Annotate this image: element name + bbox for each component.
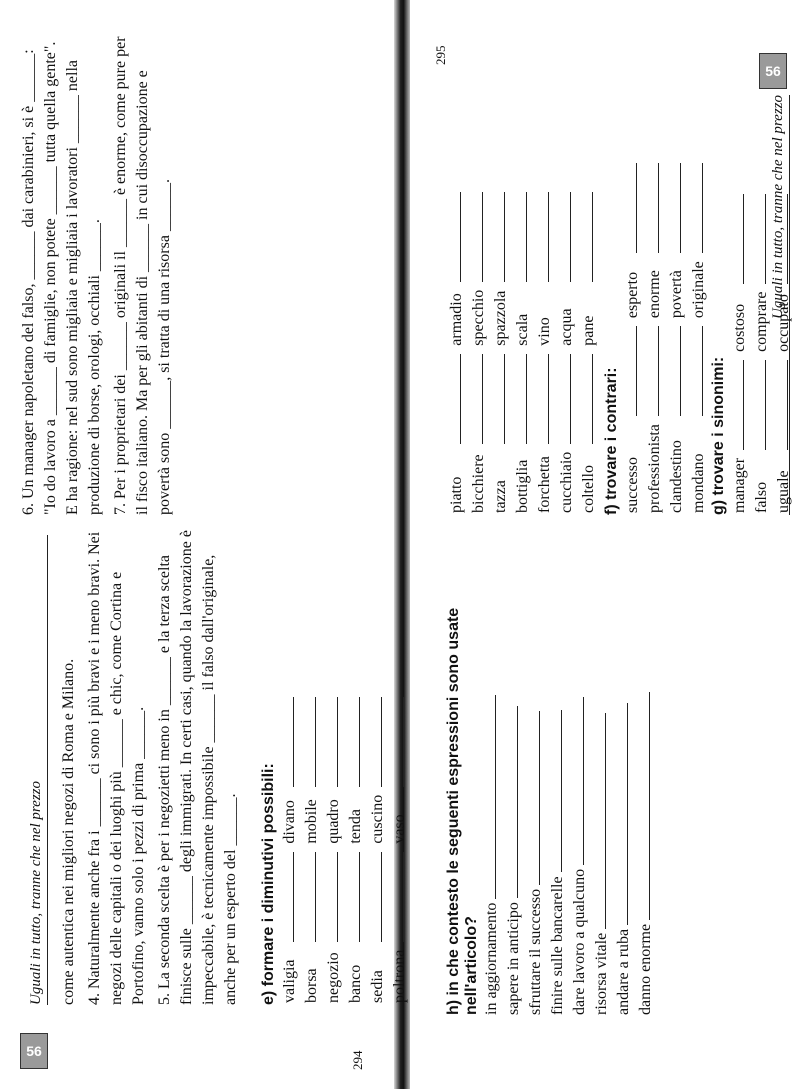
exercise-e-row bbox=[280, 691, 300, 1003]
exercise-f-col1-word: professionista bbox=[646, 424, 663, 513]
exercise-f-title: f) trovare i contrari: bbox=[603, 367, 620, 515]
exercise-g-col2 bbox=[752, 286, 772, 352]
exercise-g-col1 bbox=[774, 452, 794, 513]
exercise-f-col2 bbox=[667, 255, 687, 318]
answer-line[interactable] bbox=[403, 852, 404, 942]
answer-line[interactable] bbox=[337, 697, 338, 787]
exercise-e-row bbox=[368, 691, 388, 1003]
answer-line[interactable] bbox=[517, 706, 518, 898]
exercise-e-col2 bbox=[346, 789, 366, 844]
exercise-h-item bbox=[591, 555, 613, 1015]
list-a-col1 bbox=[447, 446, 467, 513]
answer-blank[interactable] bbox=[579, 348, 599, 444]
exercise-e-col1 bbox=[324, 944, 344, 1003]
answer-line[interactable] bbox=[636, 326, 637, 416]
exercise-f-col1 bbox=[623, 418, 643, 513]
exercise-f-col2-word: povertà bbox=[668, 270, 685, 319]
exercise-f-row bbox=[667, 157, 687, 513]
answer-blank[interactable] bbox=[689, 320, 709, 416]
list-a-col1-word: cucchiaio bbox=[558, 451, 575, 513]
answer-line[interactable] bbox=[460, 354, 461, 444]
answer-blank[interactable] bbox=[346, 691, 366, 787]
answer-line[interactable] bbox=[482, 354, 483, 444]
exercise-h-item bbox=[547, 555, 569, 1015]
exercise-h-expression: dare lavoro a qualcuno bbox=[571, 868, 588, 1015]
answer-line[interactable] bbox=[743, 360, 744, 450]
answer-blank[interactable] bbox=[645, 157, 665, 253]
exercise-e-col2-word: quadro bbox=[325, 799, 342, 844]
paragraph-7: 7. Per i proprietari dei ______ originali il ______ è enorme, come pure per il fisco italiano. Ma per gli abitanti di ______ in cui disoccupazione e povertà sono ______, si tratta di una risorsa ______. bbox=[112, 36, 173, 515]
exercise-f-col2 bbox=[645, 255, 665, 318]
answer-line[interactable] bbox=[526, 354, 527, 444]
answer-line[interactable] bbox=[495, 695, 496, 899]
exercise-e-row bbox=[346, 691, 366, 1003]
exercise-h-title: h) in che contesto le seguenti espressioni sono usate nell'articolo? bbox=[445, 607, 480, 1015]
exercise-f-col1 bbox=[645, 418, 665, 513]
section-number-badge-right: 56 bbox=[759, 53, 787, 89]
exercise-f-row bbox=[689, 157, 709, 513]
exercise-e-row bbox=[390, 691, 410, 1003]
exercise-e-col2-word: cuscino bbox=[369, 794, 386, 844]
article-text bbox=[58, 525, 246, 1005]
answer-blank[interactable] bbox=[667, 320, 687, 416]
answer-blank[interactable] bbox=[513, 348, 533, 444]
running-head-right: Uguali in tutto, tranne che nel prezzo bbox=[770, 95, 790, 515]
answer-line[interactable] bbox=[381, 852, 382, 942]
exercise-f-col2-word: esperto bbox=[624, 271, 641, 319]
exercise-e-col2 bbox=[390, 789, 410, 844]
list-a-col2 bbox=[513, 284, 533, 346]
list-a-col1 bbox=[491, 446, 511, 513]
answer-line[interactable] bbox=[570, 354, 571, 444]
list-a-row bbox=[447, 186, 467, 513]
list-a-col1-word: coltello bbox=[580, 465, 597, 513]
exercise-e-col2 bbox=[280, 789, 300, 844]
answer-line[interactable] bbox=[583, 697, 584, 865]
list-a-col2-word: pane bbox=[580, 315, 597, 346]
exercise-g-col2-word: costoso bbox=[731, 303, 748, 352]
list-a-row bbox=[491, 186, 511, 513]
answer-line[interactable] bbox=[627, 703, 628, 925]
answer-line[interactable] bbox=[680, 163, 681, 253]
exercise-e-row bbox=[324, 691, 344, 1003]
answer-blank[interactable] bbox=[579, 186, 599, 282]
answer-blank[interactable] bbox=[302, 846, 322, 942]
list-a-col1 bbox=[579, 446, 599, 513]
answer-line[interactable] bbox=[526, 192, 527, 282]
answer-blank[interactable] bbox=[302, 691, 322, 787]
answer-blank[interactable] bbox=[390, 691, 410, 787]
exercise-h-item bbox=[525, 555, 547, 1015]
exercise-e-col2 bbox=[368, 789, 388, 844]
answer-line[interactable] bbox=[293, 852, 294, 942]
exercise-h-item bbox=[503, 555, 525, 1015]
exercise-g-col1-word: manager bbox=[731, 457, 748, 513]
exercise-h-item bbox=[481, 555, 503, 1015]
list-a-col1-word: forchetta bbox=[536, 456, 553, 513]
answer-line[interactable] bbox=[315, 852, 316, 942]
answer-line[interactable] bbox=[482, 192, 483, 282]
list-a-row bbox=[469, 186, 489, 513]
exercise-f-col2 bbox=[623, 255, 643, 318]
exercise-g-col2 bbox=[730, 286, 750, 352]
list-a-col1-word: piatto bbox=[448, 476, 465, 513]
exercise-g-col1 bbox=[730, 452, 750, 513]
left-page bbox=[10, 15, 408, 1075]
exercise-h-item bbox=[613, 555, 635, 1015]
exercise-e-col2-word: tenda bbox=[347, 809, 364, 844]
exercise-h-list bbox=[481, 555, 657, 1015]
running-head: Uguali in tutto, tranne che nel prezzo bbox=[28, 535, 48, 1005]
answer-blank[interactable] bbox=[513, 186, 533, 282]
exercise-g-col2 bbox=[774, 286, 794, 352]
exercise-h-expression: andare a ruba bbox=[615, 928, 632, 1015]
paragraph-6: 6. Un manager napoletano del falso, ______ dai carabinieri, si è ______: "Io do lavoro a ______ di famiglie, non potete ______ tutta quella gente". E ha ragione: nel sud sono migliaia e migliaia i lavoratori ______ nella produzione di borse, orologi, occhiali ______. bbox=[20, 41, 103, 515]
answer-blank[interactable] bbox=[390, 846, 410, 942]
answer-blank[interactable] bbox=[535, 348, 555, 444]
exercise-h-expression: sapere in anticipo bbox=[505, 902, 522, 1015]
answer-blank[interactable] bbox=[730, 354, 750, 450]
section-number-badge: 56 bbox=[20, 1033, 48, 1069]
list-a-col2-word: scala bbox=[514, 313, 531, 346]
list-a-col2 bbox=[491, 284, 511, 346]
right-page bbox=[425, 15, 805, 1075]
exercise-e-col1 bbox=[368, 944, 388, 1003]
exercise-e-col2-word: divano bbox=[281, 800, 298, 844]
exercise-e-col2-word: mobile bbox=[303, 799, 320, 844]
answer-blank[interactable] bbox=[557, 348, 577, 444]
paragraph-intro: come autentica nei migliori negozi di Roma e Milano. bbox=[60, 658, 77, 1005]
word-list-a-table bbox=[445, 184, 601, 515]
answer-line[interactable] bbox=[702, 163, 703, 253]
exercise-h-item bbox=[569, 555, 591, 1015]
answer-blank[interactable] bbox=[280, 691, 300, 787]
answer-blank[interactable] bbox=[491, 186, 511, 282]
answer-line[interactable] bbox=[403, 697, 404, 787]
exercise-e-col1 bbox=[280, 944, 300, 1003]
exercise-e-col2 bbox=[302, 789, 322, 844]
answer-line[interactable] bbox=[787, 194, 788, 284]
answer-blank[interactable] bbox=[730, 188, 750, 284]
list-a-col1-word: tazza bbox=[492, 480, 509, 513]
list-a-col1 bbox=[557, 446, 577, 513]
exercise-g-col1-word: uguale bbox=[775, 470, 792, 513]
exercise-h bbox=[445, 555, 657, 1015]
answer-blank[interactable] bbox=[623, 157, 643, 253]
exercise-f-col1-word: clandestino bbox=[668, 440, 685, 513]
list-a-row bbox=[579, 186, 599, 513]
answer-blank[interactable] bbox=[774, 354, 794, 450]
answer-blank[interactable] bbox=[623, 320, 643, 416]
answer-line[interactable] bbox=[359, 852, 360, 942]
list-a-col2 bbox=[469, 284, 489, 346]
list-a-col2-word: armadio bbox=[448, 293, 465, 346]
exercise-e-row bbox=[302, 691, 322, 1003]
answer-line[interactable] bbox=[636, 163, 637, 253]
list-a-row bbox=[513, 186, 533, 513]
answer-line[interactable] bbox=[702, 326, 703, 416]
exercise-f bbox=[603, 95, 711, 515]
exercise-g-title: g) trovare i sinonimi: bbox=[710, 356, 727, 515]
answer-blank[interactable] bbox=[645, 320, 665, 416]
list-a-col2 bbox=[557, 284, 577, 346]
answer-line[interactable] bbox=[570, 192, 571, 282]
list-a-col2-word: specchio bbox=[470, 289, 487, 346]
answer-line[interactable] bbox=[539, 711, 540, 885]
exercise-f-col1-word: mondano bbox=[690, 453, 707, 513]
exercise-h-expression: in aggiornamento bbox=[483, 902, 500, 1015]
answer-blank[interactable] bbox=[469, 186, 489, 282]
answer-blank[interactable] bbox=[346, 846, 366, 942]
exercise-f-col1 bbox=[667, 418, 687, 513]
paragraph-4: 4. Naturalmente anche fra i ______ ci sono i più bravi e i meno bravi. Nei negozi delle capitali o dei luoghi più ______ e chic, come Cortina e Portofino, vanno solo i pezzi di prima ______. bbox=[86, 531, 147, 1005]
list-a-col1-word: bicchiere bbox=[470, 454, 487, 513]
list-a-col2-word: vino bbox=[536, 317, 553, 346]
answer-line[interactable] bbox=[787, 360, 788, 450]
list-a-col1 bbox=[513, 446, 533, 513]
answer-line[interactable] bbox=[743, 194, 744, 284]
answer-line[interactable] bbox=[649, 692, 650, 920]
answer-line[interactable] bbox=[548, 354, 549, 444]
answer-line[interactable] bbox=[658, 326, 659, 416]
answer-line[interactable] bbox=[293, 697, 294, 787]
list-a-row bbox=[557, 186, 577, 513]
exercise-e bbox=[260, 545, 412, 1005]
answer-line[interactable] bbox=[315, 697, 316, 787]
exercise-e-col1 bbox=[390, 944, 410, 1003]
list-a-col1-word: bottiglia bbox=[514, 459, 531, 513]
list-a-row bbox=[535, 186, 555, 513]
answer-blank[interactable] bbox=[324, 691, 344, 787]
list-a-col2 bbox=[447, 284, 467, 346]
list-a-col1 bbox=[469, 446, 489, 513]
list-a-col2 bbox=[535, 284, 555, 346]
answer-blank[interactable] bbox=[368, 691, 388, 787]
answer-line[interactable] bbox=[561, 710, 562, 872]
answer-blank[interactable] bbox=[491, 348, 511, 444]
page-number: 294 bbox=[350, 1050, 365, 1070]
exercise-g-row bbox=[752, 188, 772, 513]
answer-blank[interactable] bbox=[469, 348, 489, 444]
answer-blank[interactable] bbox=[752, 354, 772, 450]
exercise-h-expression: finire sulle bancarelle bbox=[549, 876, 566, 1015]
exercise-f-row bbox=[645, 157, 665, 513]
list-a-col1 bbox=[535, 446, 555, 513]
exercise-g bbox=[710, 95, 796, 515]
exercise-h-item bbox=[635, 555, 657, 1015]
answer-blank[interactable] bbox=[774, 188, 794, 284]
exercise-f-col1-word: successo bbox=[624, 457, 641, 513]
page-number-right: 295 bbox=[433, 45, 448, 65]
answer-blank[interactable] bbox=[752, 188, 772, 284]
answer-line[interactable] bbox=[765, 360, 766, 450]
exercise-e-col2-word: vaso bbox=[391, 814, 408, 844]
paragraph-5: 5. La seconda scelta è per i negozietti meno in ______ e la terza scelta finisce sulle ______ degli immigrati. In certi casi, quando la lavorazione è impeccabile, è tecnicamente impossibile ______ il falso dall'originale, anche per un esperto del ______. bbox=[156, 530, 239, 1005]
answer-blank[interactable] bbox=[557, 186, 577, 282]
answer-line[interactable] bbox=[765, 194, 766, 284]
answer-line[interactable] bbox=[592, 354, 593, 444]
exercise-e-col1-word: negozio bbox=[325, 952, 342, 1003]
answer-line[interactable] bbox=[680, 326, 681, 416]
exercise-g-col1 bbox=[752, 452, 772, 513]
exercise-e-col1-word: borsa bbox=[303, 968, 320, 1003]
list-a-col2-word: acqua bbox=[558, 308, 575, 346]
list-a-col2-word: spazzola bbox=[492, 290, 509, 346]
exercise-h-expression: risorsa vitale bbox=[593, 932, 610, 1015]
answer-line[interactable] bbox=[658, 163, 659, 253]
exercise-f-col2-word: enorme bbox=[646, 270, 663, 319]
answer-line[interactable] bbox=[548, 192, 549, 282]
answer-line[interactable] bbox=[460, 192, 461, 282]
answer-line[interactable] bbox=[359, 697, 360, 787]
answer-line[interactable] bbox=[605, 713, 606, 929]
exercise-g-table bbox=[728, 186, 796, 515]
answer-blank[interactable] bbox=[447, 186, 467, 282]
answer-blank[interactable] bbox=[535, 186, 555, 282]
answer-line[interactable] bbox=[592, 192, 593, 282]
answer-blank[interactable] bbox=[324, 846, 344, 942]
exercise-e-title: e) formare i diminutivi possibili: bbox=[260, 763, 277, 1005]
answer-line[interactable] bbox=[381, 697, 382, 787]
exercise-e-col1 bbox=[346, 944, 366, 1003]
exercise-g-row bbox=[774, 188, 794, 513]
exercise-e-col1 bbox=[302, 944, 322, 1003]
answer-line[interactable] bbox=[504, 354, 505, 444]
exercise-e-col1-word: banco bbox=[347, 964, 364, 1003]
exercise-f-row bbox=[623, 157, 643, 513]
exercise-f-col1 bbox=[689, 418, 709, 513]
exercise-g-col2-word: occupato bbox=[775, 294, 792, 352]
exercise-h-expression: danno enorme bbox=[637, 923, 654, 1015]
answer-blank[interactable] bbox=[368, 846, 388, 942]
exercise-h-expression: sfruttare il successo bbox=[527, 888, 544, 1015]
answer-blank[interactable] bbox=[689, 157, 709, 253]
answer-blank[interactable] bbox=[667, 157, 687, 253]
exercise-e-col1-word: sedia bbox=[369, 970, 386, 1003]
answer-line[interactable] bbox=[504, 192, 505, 282]
list-a-col2 bbox=[579, 284, 599, 346]
exercise-g-row bbox=[730, 188, 750, 513]
exercise-f-col2 bbox=[689, 255, 709, 318]
answer-blank[interactable] bbox=[447, 348, 467, 444]
exercise-e-table bbox=[278, 689, 412, 1005]
answer-blank[interactable] bbox=[280, 846, 300, 942]
word-list-a bbox=[445, 95, 601, 515]
exercise-g-col2-word: comprare bbox=[753, 291, 770, 352]
exercise-e-col2 bbox=[324, 789, 344, 844]
exercise-f-col2-word: originale bbox=[690, 261, 707, 319]
exercise-e-col1-word: valigia bbox=[281, 959, 298, 1003]
exercise-g-col1-word: falso bbox=[753, 481, 770, 513]
exercise-e-col1-word: poltrona bbox=[391, 949, 408, 1003]
article-text-2 bbox=[18, 35, 180, 515]
exercise-f-table bbox=[621, 155, 711, 515]
answer-line[interactable] bbox=[337, 852, 338, 942]
